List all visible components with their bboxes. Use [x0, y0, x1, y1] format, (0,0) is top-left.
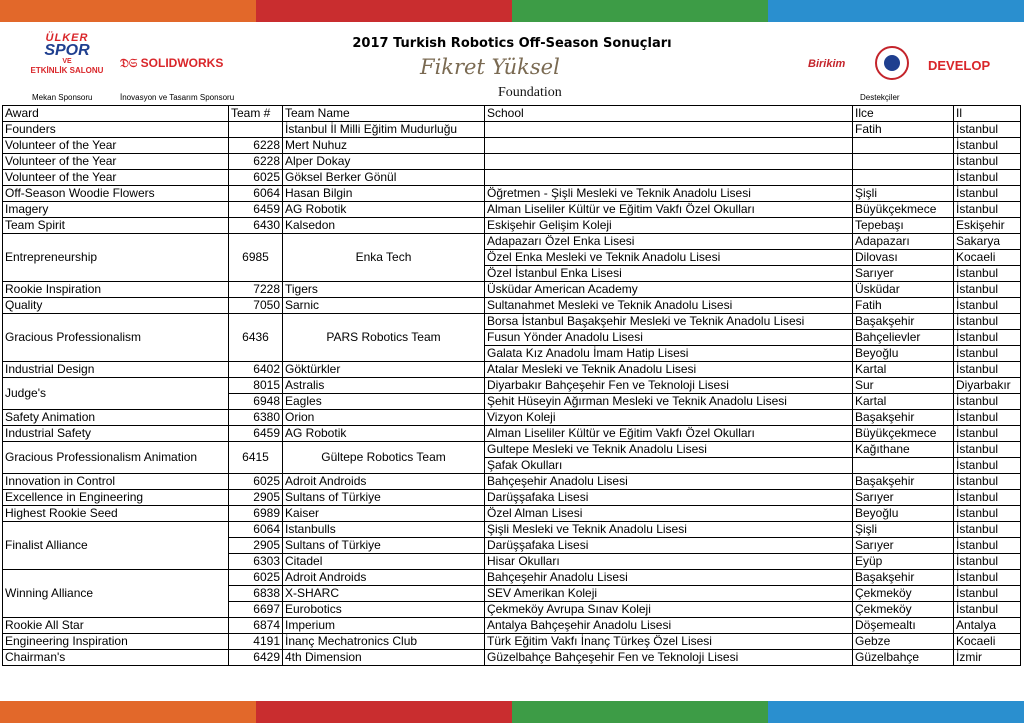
team-name-cell: Adroit Androids: [283, 570, 485, 586]
team-name-cell: Sultans of Türkiye: [283, 490, 485, 506]
team-number-cell: 6838: [229, 586, 283, 602]
col-award: Award: [3, 106, 229, 122]
ilce-cell: Sur: [853, 378, 954, 394]
school-cell: [485, 138, 853, 154]
table-row: [3, 410, 1021, 426]
award-cell: Chairman's: [3, 650, 229, 666]
award-cell: Excellence in Engineering: [3, 490, 229, 506]
school-cell: Fusun Yönder Anadolu Lisesi: [485, 330, 853, 346]
award-cell: Rookie All Star: [3, 618, 229, 634]
destekciler-caption: Destekçiler: [860, 93, 900, 102]
team-number-cell: 4191: [229, 634, 283, 650]
award-cell: Gracious Professionalism Animation: [3, 442, 229, 474]
award-cell: Finalist Alliance: [3, 522, 229, 570]
school-cell: Çekmeköy Avrupa Sınav Koleji: [485, 602, 853, 618]
il-cell: İstanbul: [954, 506, 1021, 522]
ulker-salon: ETKİNLİK SALONU: [30, 66, 104, 75]
team-number-cell: 6459: [229, 202, 283, 218]
ilce-cell: Çekmeköy: [853, 586, 954, 602]
ilce-cell: Eyüp: [853, 554, 954, 570]
school-cell: Türk Eğitim Vakfı İnanç Türkeş Özel Lisesi: [485, 634, 853, 650]
award-cell: Off-Season Woodie Flowers: [3, 186, 229, 202]
table-header-row: [3, 106, 1021, 122]
award-cell: Volunteer of the Year: [3, 154, 229, 170]
team-number-cell: 6415: [229, 442, 283, 474]
il-cell: İstanbul: [954, 330, 1021, 346]
school-cell: Atalar Mesleki ve Teknik Anadolu Lisesi: [485, 362, 853, 378]
table-row: [3, 122, 1021, 138]
award-cell: Safety Animation: [3, 410, 229, 426]
il-cell: İstanbul: [954, 282, 1021, 298]
school-cell: Üsküdar American Academy: [485, 282, 853, 298]
col-ilce: Ilce: [853, 106, 954, 122]
award-cell: Volunteer of the Year: [3, 138, 229, 154]
school-cell: SEV Amerikan Koleji: [485, 586, 853, 602]
team-number-cell: 2905: [229, 490, 283, 506]
col-il: Il: [954, 106, 1021, 122]
team-number-cell: 6025: [229, 170, 283, 186]
col-team-name: Team Name: [283, 106, 485, 122]
ulker-spor: SPOR: [44, 42, 90, 59]
table-row: [3, 202, 1021, 218]
team-name-cell: Alper Dokay: [283, 154, 485, 170]
stripe-green: [512, 0, 768, 22]
il-cell: İstanbul: [954, 570, 1021, 586]
stripe-blue: [768, 0, 1024, 22]
team-number-cell: 8015: [229, 378, 283, 394]
table-row: [3, 506, 1021, 522]
table-row: [3, 138, 1021, 154]
il-cell: İstanbul: [954, 346, 1021, 362]
il-cell: İstanbul: [954, 442, 1021, 458]
il-cell: Antalya: [954, 618, 1021, 634]
il-cell: İstanbul: [954, 154, 1021, 170]
stripe-orange: [0, 701, 256, 723]
team-name-cell: AG Robotik: [283, 202, 485, 218]
team-name-cell: Imperium: [283, 618, 485, 634]
team-number-cell: 6985: [229, 234, 283, 282]
school-cell: Şafak Okulları: [485, 458, 853, 474]
school-cell: Borsa İstanbul Başakşehir Mesleki ve Teknik Anadolu Lisesi: [485, 314, 853, 330]
table-row: [3, 490, 1021, 506]
table-row: [3, 234, 1021, 250]
stripe-red: [256, 0, 512, 22]
table-row: [3, 650, 1021, 666]
top-color-stripe: [0, 0, 1024, 22]
ilce-cell: Bahçelievler: [853, 330, 954, 346]
school-cell: Vizyon Koleji: [485, 410, 853, 426]
ilce-cell: Sarıyer: [853, 538, 954, 554]
team-name-cell: Sultans of Türkiye: [283, 538, 485, 554]
team-number-cell: 7050: [229, 298, 283, 314]
team-name-cell: Sarnic: [283, 298, 485, 314]
solidworks-label: SOLIDWORKS: [140, 56, 224, 70]
team-number-cell: 6064: [229, 186, 283, 202]
school-cell: Bahçeşehir Anadolu Lisesi: [485, 474, 853, 490]
ilce-cell: Başakşehir: [853, 570, 954, 586]
ilce-cell: Şişli: [853, 186, 954, 202]
il-cell: İstanbul: [954, 458, 1021, 474]
table-row: [3, 378, 1021, 394]
award-cell: Volunteer of the Year: [3, 170, 229, 186]
team-number-cell: 6025: [229, 570, 283, 586]
school-cell: Hisar Okulları: [485, 554, 853, 570]
school-cell: Adapazarı Özel Enka Lisesi: [485, 234, 853, 250]
solidworks-logo: [120, 56, 223, 71]
award-cell: Innovation in Control: [3, 474, 229, 490]
team-number-cell: 6697: [229, 602, 283, 618]
il-cell: Sakarya: [954, 234, 1021, 250]
team-number-cell: 6874: [229, 618, 283, 634]
team-name-cell: Eurobotics: [283, 602, 485, 618]
team-number-cell: 6989: [229, 506, 283, 522]
award-cell: Quality: [3, 298, 229, 314]
ilce-cell: Güzelbahçe: [853, 650, 954, 666]
team-number-cell: 6459: [229, 426, 283, 442]
page-header: [0, 22, 1024, 105]
il-cell: İstanbul: [954, 138, 1021, 154]
ilce-cell: Üsküdar: [853, 282, 954, 298]
meb-seal-icon: [875, 46, 909, 80]
ulker-ve: VE: [62, 58, 72, 65]
team-number-cell: 6228: [229, 138, 283, 154]
ilce-cell: Gebze: [853, 634, 954, 650]
il-cell: İstanbul: [954, 394, 1021, 410]
award-cell: Winning Alliance: [3, 570, 229, 618]
award-cell: Founders: [3, 122, 229, 138]
inovasyon-sponsoru-caption: İnovasyon ve Tasarım Sponsoru: [120, 93, 235, 102]
school-cell: Şehit Hüseyin Ağırman Mesleki ve Teknik Anadolu Lisesi: [485, 394, 853, 410]
ilce-cell: Sarıyer: [853, 266, 954, 282]
il-cell: İstanbul: [954, 298, 1021, 314]
award-cell: Judge's: [3, 378, 229, 410]
team-name-cell: Kaiser: [283, 506, 485, 522]
ilce-cell: Başakşehir: [853, 410, 954, 426]
il-cell: İstanbul: [954, 490, 1021, 506]
table-row: [3, 298, 1021, 314]
bottom-color-stripe: [0, 701, 1024, 723]
ilce-cell: Fatih: [853, 298, 954, 314]
team-name-cell: AG Robotik: [283, 426, 485, 442]
school-cell: [485, 122, 853, 138]
il-cell: İstanbul: [954, 122, 1021, 138]
solidworks-ds-icon: 𝔇𝔖: [120, 56, 141, 70]
stripe-orange: [0, 0, 256, 22]
table-row: [3, 522, 1021, 538]
table-row: [3, 314, 1021, 330]
col-school: School: [485, 106, 853, 122]
school-cell: Bahçeşehir Anadolu Lisesi: [485, 570, 853, 586]
school-cell: Gultepe Mesleki ve Teknik Anadolu Lisesi: [485, 442, 853, 458]
ilce-cell: Başakşehir: [853, 314, 954, 330]
team-name-cell: Göksel Berker Gönül: [283, 170, 485, 186]
ilce-cell: Kartal: [853, 362, 954, 378]
team-number-cell: 6430: [229, 218, 283, 234]
ulker-logo: [22, 32, 112, 75]
il-cell: İstanbul: [954, 362, 1021, 378]
school-cell: Sultanahmet Mesleki ve Teknik Anadolu Lisesi: [485, 298, 853, 314]
col-team-number: Team #: [229, 106, 283, 122]
school-cell: Özel Enka Mesleki ve Teknik Anadolu Lisesi: [485, 250, 853, 266]
table-row: [3, 474, 1021, 490]
school-cell: [485, 154, 853, 170]
school-cell: Antalya Bahçeşehir Anadolu Lisesi: [485, 618, 853, 634]
il-cell: İstanbul: [954, 314, 1021, 330]
ilce-cell: Çekmeköy: [853, 602, 954, 618]
il-cell: İstanbul: [954, 602, 1021, 618]
team-number-cell: 6429: [229, 650, 283, 666]
il-cell: İstanbul: [954, 410, 1021, 426]
il-cell: Kocaeli: [954, 634, 1021, 650]
il-cell: İzmir: [954, 650, 1021, 666]
team-name-cell: Enka Tech: [283, 234, 485, 282]
team-number-cell: 6948: [229, 394, 283, 410]
team-name-cell: İnanç Mechatronics Club: [283, 634, 485, 650]
team-name-cell: Mert Nuhuz: [283, 138, 485, 154]
table-row: [3, 362, 1021, 378]
team-name-cell: Kalsedon: [283, 218, 485, 234]
ilce-cell: Büyükçekmece: [853, 426, 954, 442]
team-name-cell: 4th Dimension: [283, 650, 485, 666]
team-name-cell: İstanbul İl Milli Eğitim Mudurluğu: [283, 122, 485, 138]
ilce-cell: Dilovası: [853, 250, 954, 266]
ilce-cell: Fatih: [853, 122, 954, 138]
school-cell: Özel Alman Lisesi: [485, 506, 853, 522]
ilce-cell: Başakşehir: [853, 474, 954, 490]
team-number-cell: [229, 122, 283, 138]
team-number-cell: 6380: [229, 410, 283, 426]
ilce-cell: [853, 170, 954, 186]
il-cell: İstanbul: [954, 202, 1021, 218]
il-cell: İstanbul: [954, 554, 1021, 570]
il-cell: İstanbul: [954, 186, 1021, 202]
school-cell: Eskişehir Gelişim Koleji: [485, 218, 853, 234]
ilce-cell: Şişli: [853, 522, 954, 538]
table-row: [3, 154, 1021, 170]
school-cell: Öğretmen - Şişli Mesleki ve Teknik Anadolu Lisesi: [485, 186, 853, 202]
award-cell: Gracious Professionalism: [3, 314, 229, 362]
team-name-cell: Eagles: [283, 394, 485, 410]
team-name-cell: Göktürkler: [283, 362, 485, 378]
school-cell: Güzelbahçe Bahçeşehir Fen ve Teknoloji Lisesi: [485, 650, 853, 666]
team-name-cell: Hasan Bilgin: [283, 186, 485, 202]
award-cell: Imagery: [3, 202, 229, 218]
stripe-green: [512, 701, 768, 723]
ilce-cell: Döşemealtı: [853, 618, 954, 634]
mekan-sponsoru-caption: Mekan Sponsoru: [32, 93, 93, 102]
team-number-cell: 6228: [229, 154, 283, 170]
team-name-cell: Tigers: [283, 282, 485, 298]
birikim-logo: Birikim: [808, 58, 846, 70]
school-cell: Alman Liseliler Kültür ve Eğitim Vakfı Özel Okulları: [485, 202, 853, 218]
school-cell: Diyarbakır Bahçeşehir Fen ve Teknoloji Lisesi: [485, 378, 853, 394]
table-row: [3, 570, 1021, 586]
table-row: [3, 218, 1021, 234]
team-number-cell: 2905: [229, 538, 283, 554]
team-name-cell: Istanbulls: [283, 522, 485, 538]
team-number-cell: 6025: [229, 474, 283, 490]
team-name-cell: Orion: [283, 410, 485, 426]
school-cell: Şişli Mesleki ve Teknik Anadolu Lisesi: [485, 522, 853, 538]
il-cell: Kocaeli: [954, 250, 1021, 266]
team-number-cell: 6303: [229, 554, 283, 570]
award-cell: Industrial Safety: [3, 426, 229, 442]
il-cell: İstanbul: [954, 586, 1021, 602]
results-table: [2, 105, 1021, 666]
ulker-brand: ÜLKER: [45, 32, 89, 44]
award-cell: Entrepreneurship: [3, 234, 229, 282]
award-cell: Highest Rookie Seed: [3, 506, 229, 522]
ilce-cell: Kartal: [853, 394, 954, 410]
il-cell: İstanbul: [954, 426, 1021, 442]
stripe-blue: [768, 701, 1024, 723]
team-number-cell: 6064: [229, 522, 283, 538]
award-cell: Industrial Design: [3, 362, 229, 378]
table-row: [3, 426, 1021, 442]
ilce-cell: Büyükçekmece: [853, 202, 954, 218]
team-number-cell: 6402: [229, 362, 283, 378]
table-row: [3, 618, 1021, 634]
team-number-cell: 7228: [229, 282, 283, 298]
team-name-cell: X-SHARC: [283, 586, 485, 602]
team-name-cell: PARS Robotics Team: [283, 314, 485, 362]
team-name-cell: Adroit Androids: [283, 474, 485, 490]
il-cell: İstanbul: [954, 522, 1021, 538]
table-row: [3, 282, 1021, 298]
school-cell: Galata Kız Anadolu İmam Hatip Lisesi: [485, 346, 853, 362]
school-cell: Özel İstanbul Enka Lisesi: [485, 266, 853, 282]
il-cell: İstanbul: [954, 170, 1021, 186]
school-cell: Alman Liseliler Kültür ve Eğitim Vakfı Özel Okulları: [485, 426, 853, 442]
table-row: [3, 442, 1021, 458]
il-cell: İstanbul: [954, 538, 1021, 554]
team-name-cell: Astralis: [283, 378, 485, 394]
team-name-cell: Citadel: [283, 554, 485, 570]
table-row: [3, 186, 1021, 202]
ilce-cell: [853, 138, 954, 154]
award-cell: Rookie Inspiration: [3, 282, 229, 298]
ilce-cell: Tepebaşı: [853, 218, 954, 234]
ilce-cell: Kağıthane: [853, 442, 954, 458]
award-cell: Engineering Inspiration: [3, 634, 229, 650]
award-cell: Team Spirit: [3, 218, 229, 234]
stripe-red: [256, 701, 512, 723]
page-title: 2017 Turkish Robotics Off-Season Sonuçları: [352, 36, 672, 51]
il-cell: Diyarbakır: [954, 378, 1021, 394]
ilce-cell: [853, 154, 954, 170]
school-cell: [485, 170, 853, 186]
il-cell: İstanbul: [954, 474, 1021, 490]
ilce-cell: Beyoğlu: [853, 346, 954, 362]
ilce-cell: Beyoğlu: [853, 506, 954, 522]
school-cell: Darüşşafaka Lisesi: [485, 538, 853, 554]
il-cell: İstanbul: [954, 266, 1021, 282]
school-cell: Darüşşafaka Lisesi: [485, 490, 853, 506]
develop-logo: DEVELOP: [928, 58, 991, 73]
fikret-script: Fikret Yüksel: [420, 55, 560, 79]
il-cell: Eskişehir: [954, 218, 1021, 234]
fikret-yuksel-foundation-logo: [420, 55, 610, 103]
ilce-cell: Adapazarı: [853, 234, 954, 250]
team-number-cell: 6436: [229, 314, 283, 362]
table-row: [3, 170, 1021, 186]
ilce-cell: Sarıyer: [853, 490, 954, 506]
table-row: [3, 634, 1021, 650]
team-name-cell: Gültepe Robotics Team: [283, 442, 485, 474]
foundation-label: Foundation: [498, 85, 562, 100]
ilce-cell: [853, 458, 954, 474]
